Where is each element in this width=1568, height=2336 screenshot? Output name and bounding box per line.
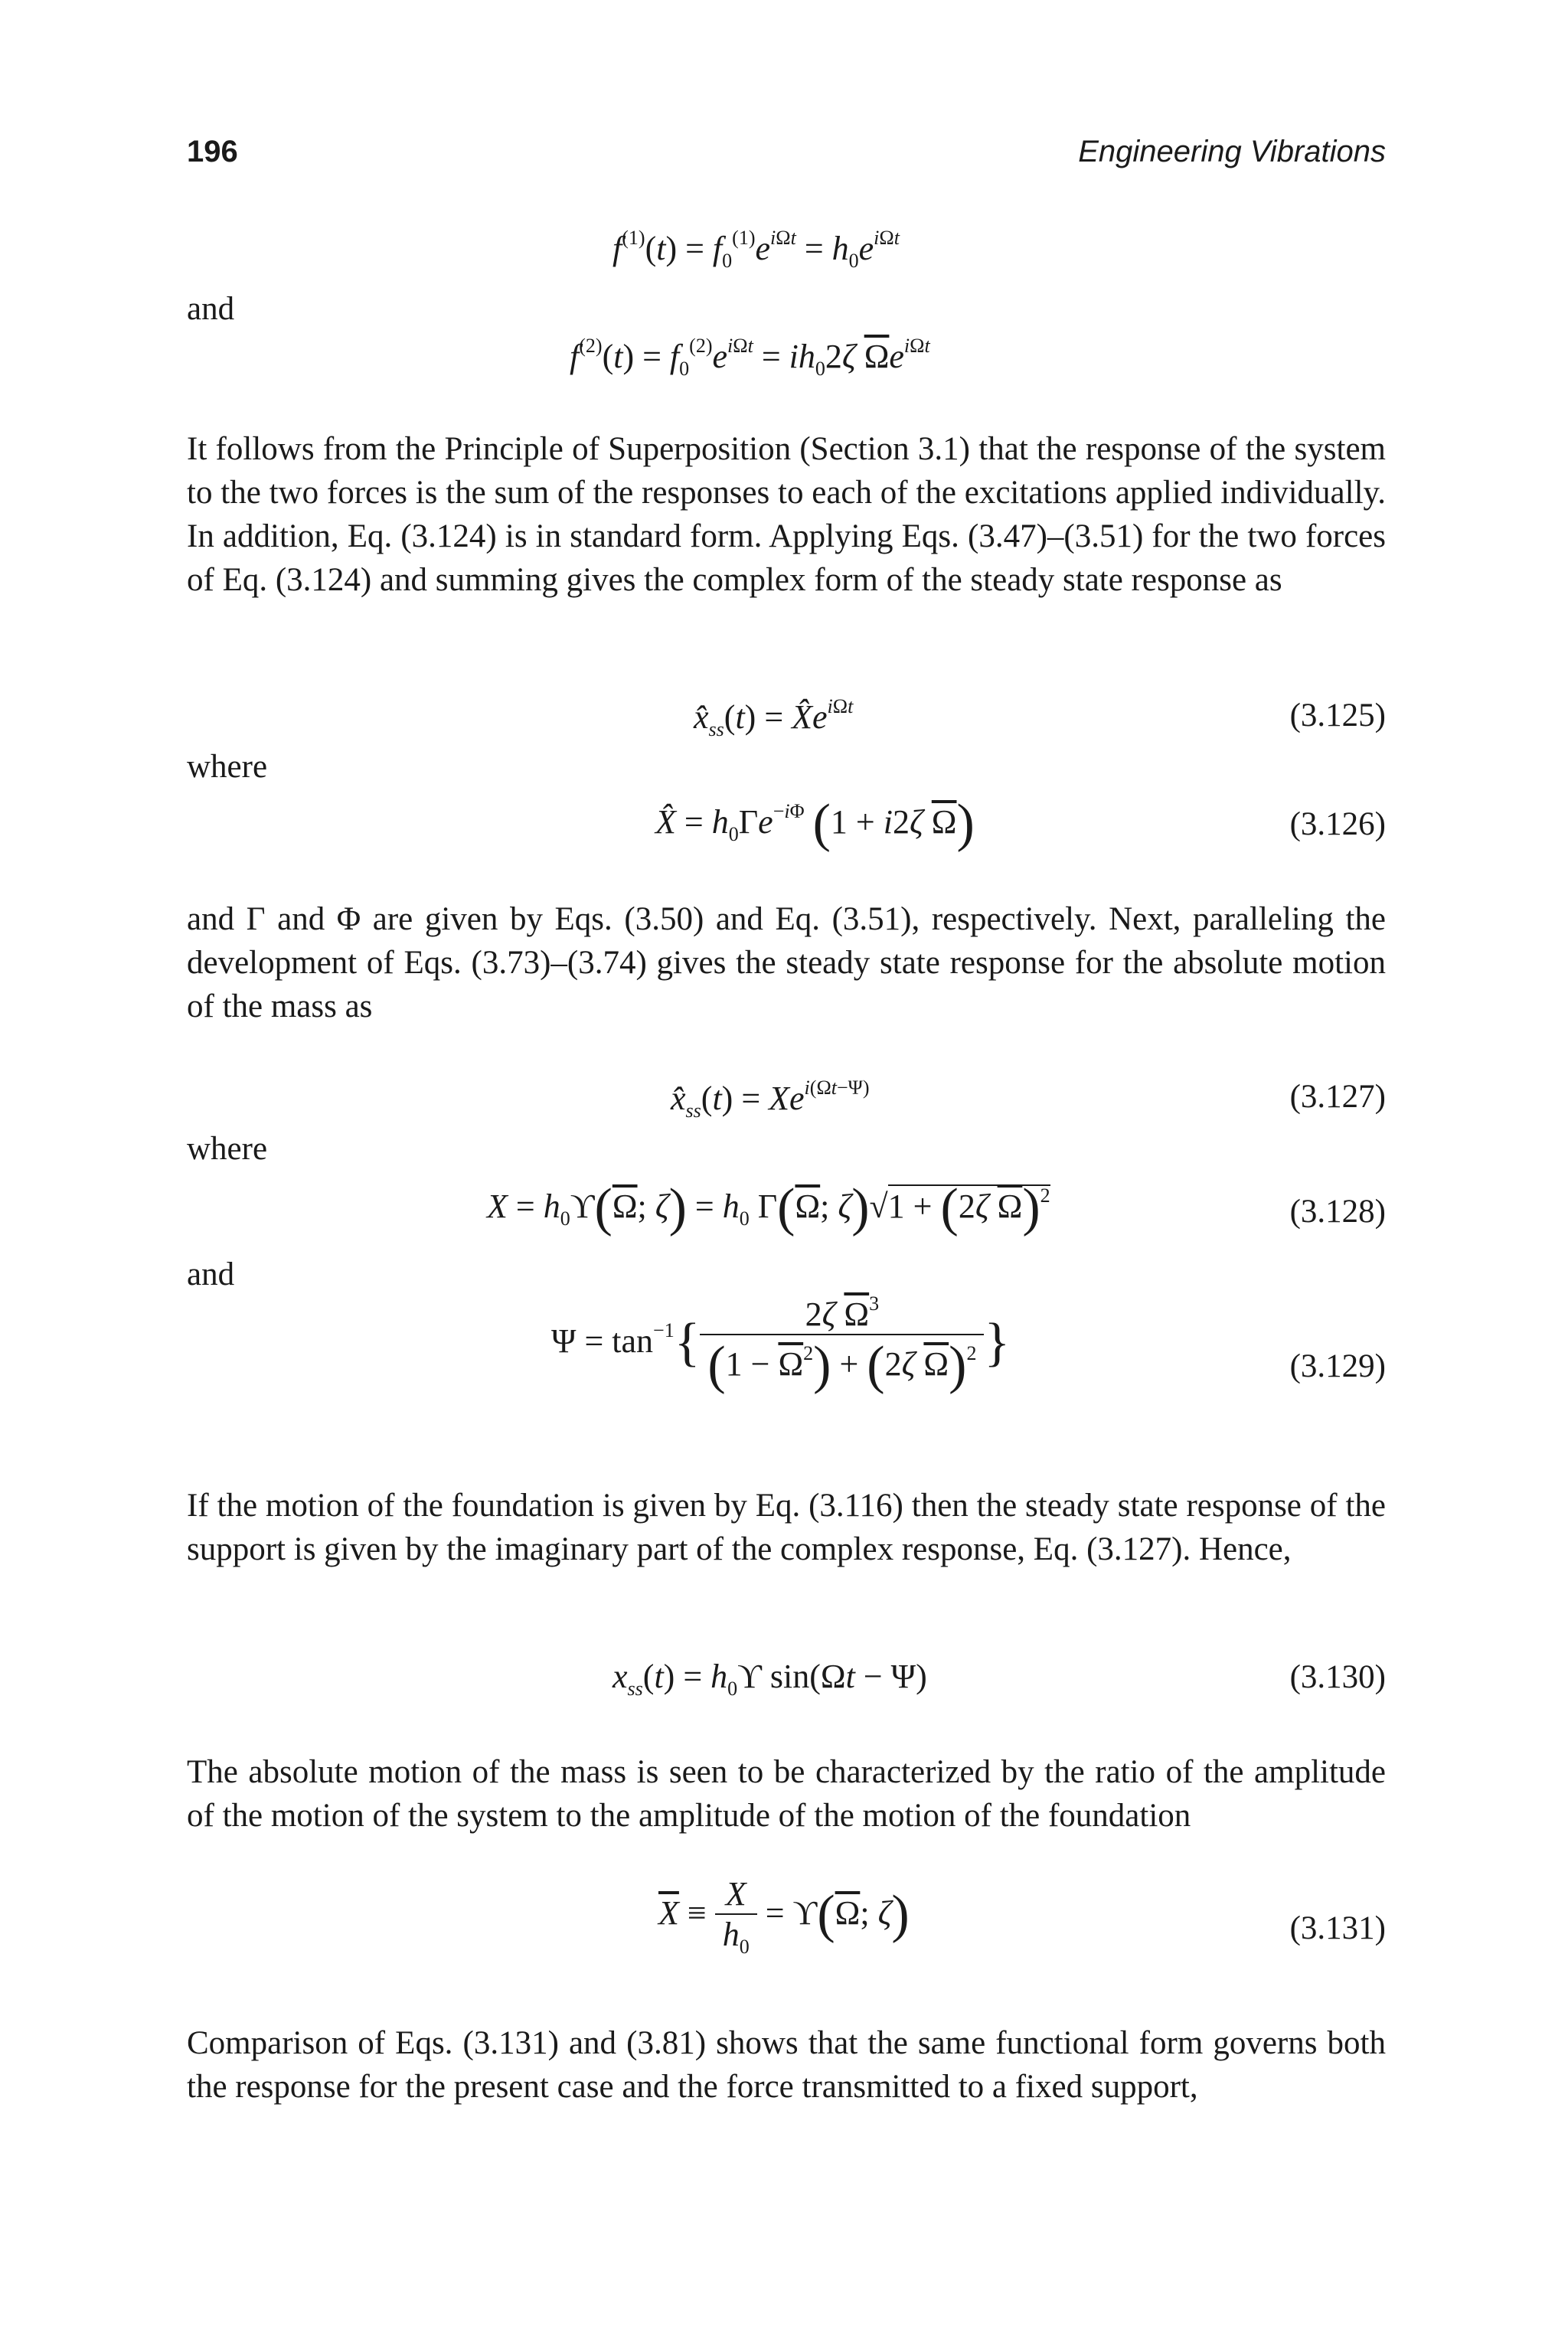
paragraph-foundation-motion: If the motion of the foundation is given by Eq. (3.116) then the steady state response of the support is given by the imaginary part of the complex response, Eq. (3.127). Hence, [187, 1488, 1386, 1567]
connector-and: and [187, 1256, 235, 1292]
paragraph-superposition: It follows from the Principle of Superposition (Section 3.1) that the response of the system to the two forces is the sum of the responses to each of the excitations applied individually. In addition, Eq. (3.124) is in standard form. Applying Eqs. (3.47)–(3.51) for the two forces of Eq. (3.124) and summing gives the complex form of the steady state response as [187, 431, 1386, 598]
equation-number: (3.126) [1289, 806, 1386, 842]
paragraph-absolute-motion: The absolute motion of the mass is seen to be characterized by the ratio of the amplitude of the motion of the system to the amplitude of the motion of the foundation [187, 1754, 1386, 1834]
equation-3-127: $x̂_{ss}(t) = Xe^{i(\Omega t-\Psi)}$ [671, 1077, 870, 1122]
equation-number: (3.128) [1289, 1194, 1386, 1230]
connector-where: where [187, 1131, 268, 1167]
equation-number: (3.125) [1289, 698, 1386, 733]
equation-3-125: $x̂_{ss}(t)$ = $X̂e^{i\Omega t}$ [694, 695, 854, 740]
equation-number: (3.129) [1289, 1348, 1386, 1384]
paragraph-comparison: Comparison of Eqs. (3.131) and (3.81) shows that the same functional form governs both the response for the present case and the force transmitted to a fixed support, [187, 2025, 1386, 2105]
fraction: $\frac{X}{h_0}$ [715, 1874, 757, 1959]
paragraph-gamma-phi: and Γ and Φ are given by Eqs. (3.50) and Eq. (3.51), respectively. Next, paralleling the development of Eqs. (3.73)–(3.74) gives the steady state response for the absolute motion of the mass as [187, 901, 1386, 1024]
equation-number: (3.127) [1289, 1079, 1386, 1115]
connector-and: and [187, 291, 235, 327]
equation-f2: $f^{(2)}(t) = f_0^{(2)}e^{i\Omega t} = ih_02\zeta$ $\overline{\Omega}e^{i\Omega t}$ [570, 335, 930, 380]
equation-3-126: X̂ = $h_0\Gamma e^{-i\Phi}$ (1 + i2ζ $\overline{\Omega}$) [655, 794, 975, 853]
equation-3-130: $x_{ss}(t) = h_0ϒ$ sin(Ωt − Ψ) [612, 1658, 927, 1700]
equation-3-128: $X = h_0ϒ(\overline{\Omega}$; $\zeta) = h_0$ $\Gamma(\overline{\Omega}$; ζ)√1 + (2ζ $\overline{\Omega})^2$ [487, 1178, 1050, 1237]
equation-3-129: $\Psi = \tan^{-1}${ $\frac{2\zeta \overline{\Omega}^3}{(1 - \overline{\Omega}^2) + (2\zeta \overline{\Omega})^2}$ } [551, 1292, 1011, 1395]
equation-3-131: $\overline{X}$ ≡ $\frac{X}{h_0}$ = $ϒ(\overline{\Omega}$; ζ) [658, 1875, 910, 1958]
equation-number: (3.131) [1289, 1910, 1386, 1946]
equation-number: (3.130) [1289, 1659, 1386, 1695]
connector-where: where [187, 749, 268, 785]
fraction: $\frac{2\zeta \overline{\Omega}^3}{(1 - \overline{\Omega}^2) + (2\zeta \overline{\Omega})^2}$ [700, 1292, 984, 1397]
running-header-title: Engineering Vibrations [1078, 135, 1386, 168]
page-number: 196 [187, 135, 238, 168]
equation-f1: $f^{(1)}(t) = f_0^{(1)}e^{i\Omega t} = h_0e^{i\Omega t}$ [612, 227, 900, 272]
